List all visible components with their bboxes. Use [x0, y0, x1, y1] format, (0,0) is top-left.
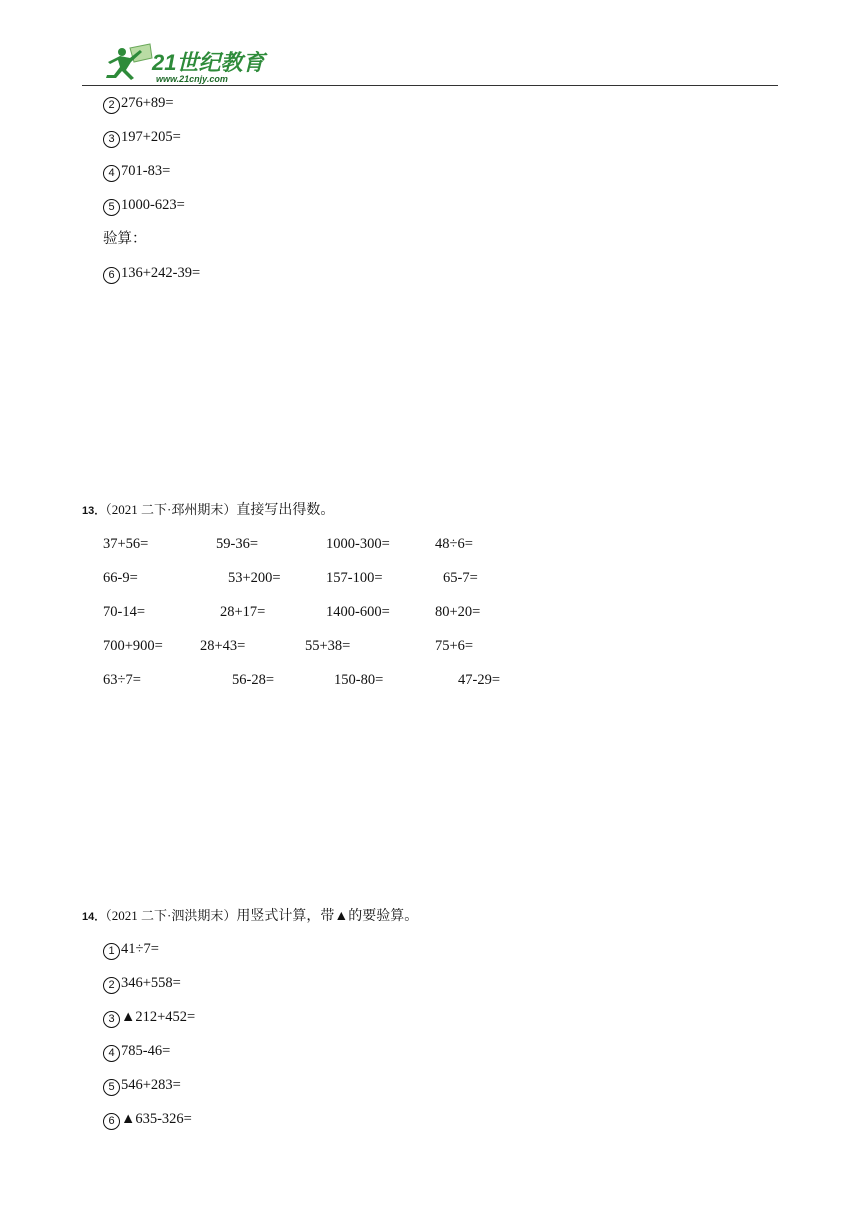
circled-number: 4: [103, 1045, 120, 1062]
list-item: [103, 162, 170, 182]
runner-icon: [106, 48, 142, 80]
expression: ▲212+452=: [121, 1009, 196, 1025]
circled-number: 6: [103, 267, 120, 284]
question-source: （2021 二下·泗洪期末）: [105, 908, 237, 923]
expression: 1000-623=: [121, 197, 185, 213]
list-item: [103, 94, 174, 114]
expression: ▲635-326=: [121, 1111, 192, 1127]
list-item: [103, 264, 200, 284]
circled-number: 2: [103, 977, 120, 994]
circled-number: 3: [103, 131, 120, 148]
expression: 197+205=: [121, 129, 181, 145]
expression: 785-46=: [121, 1043, 171, 1059]
question-source: （2021 二下·邳州期末）: [105, 502, 237, 517]
expression: 验算：: [103, 231, 147, 247]
grid-cell: 157-100=: [326, 570, 383, 586]
grid-cell: 47-29=: [458, 672, 501, 688]
grid-cell: 28+43=: [200, 638, 246, 654]
logo-url: www.21cnjy.com: [156, 74, 228, 84]
grid-cell: 55+38=: [305, 638, 351, 654]
grid-cell: 59-36=: [216, 536, 259, 552]
check-label: [103, 230, 147, 248]
grid-cell: 80+20=: [435, 604, 481, 620]
list-item: [103, 1042, 170, 1062]
site-logo: [100, 40, 275, 88]
grid-cell: 66-9=: [103, 570, 138, 586]
list-item: [103, 196, 185, 216]
circled-number: 4: [103, 165, 120, 182]
grid-cell: 48÷6=: [435, 536, 473, 552]
expression: 546+283=: [121, 1077, 181, 1093]
grid-cell: 1400-600=: [326, 604, 390, 620]
circled-number: 5: [103, 1079, 120, 1096]
question-13-heading: [82, 501, 334, 520]
expression: 41÷7=: [121, 941, 159, 957]
list-item: [103, 974, 181, 994]
grid-cell: 150-80=: [334, 672, 384, 688]
circled-number: 2: [103, 97, 120, 114]
question-number: 14．: [82, 911, 106, 923]
expression: 346+558=: [121, 975, 181, 991]
list-item: [103, 1110, 192, 1130]
grid-cell: 75+6=: [435, 638, 474, 654]
list-item: [103, 1008, 195, 1028]
grid-cell: 63÷7=: [103, 672, 141, 688]
circled-number: 1: [103, 943, 120, 960]
expression: 701-83=: [121, 163, 171, 179]
header-divider: [82, 85, 778, 86]
circled-number: 5: [103, 199, 120, 216]
grid-cell: 28+17=: [220, 604, 266, 620]
question-14-heading: [82, 907, 418, 926]
question-instruction: 直接写出得数。: [236, 503, 335, 518]
grid-cell: 53+200=: [228, 570, 281, 586]
circled-number: 6: [103, 1113, 120, 1130]
circled-number: 3: [103, 1011, 120, 1028]
list-item: [103, 1076, 181, 1096]
grid-cell: 37+56=: [103, 536, 149, 552]
expression: 276+89=: [121, 95, 174, 111]
grid-cell: 65-7=: [443, 570, 478, 586]
expression: 136+242-39=: [121, 265, 201, 281]
list-item: [103, 940, 159, 960]
grid-cell: 1000-300=: [326, 536, 390, 552]
logo-text: 21世纪教育: [152, 50, 265, 75]
grid-cell: 56-28=: [232, 672, 275, 688]
question-instruction: 用竖式计算，带▲的要验算。: [236, 909, 419, 924]
question-number: 13．: [82, 505, 106, 517]
grid-cell: 700+900=: [103, 638, 163, 654]
list-item: [103, 128, 181, 148]
grid-cell: 70-14=: [103, 604, 146, 620]
